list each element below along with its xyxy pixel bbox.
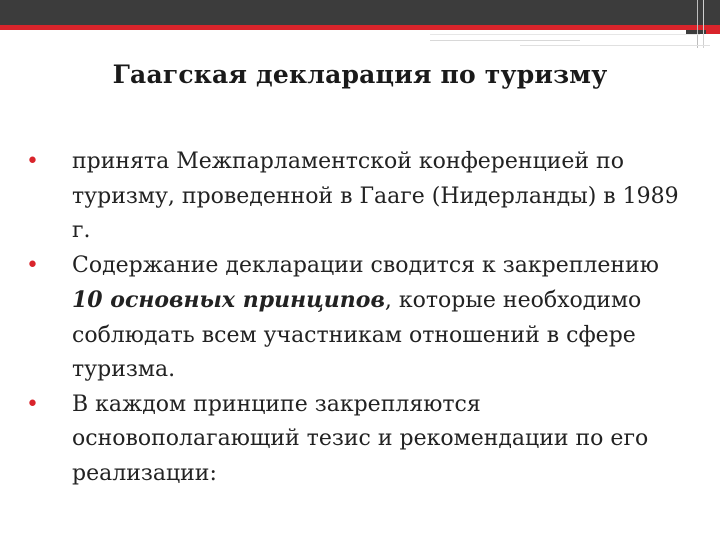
- decorative-line: [430, 34, 700, 35]
- bullet-icon: •: [26, 252, 39, 278]
- bullet-item: [26, 249, 686, 388]
- bullet-item: [26, 388, 686, 492]
- decorative-line: [703, 0, 704, 48]
- accent-line-corner: [706, 25, 720, 34]
- slide-title: Гаагская декларация по туризму: [112, 60, 608, 89]
- bullet-icon: •: [26, 149, 39, 174]
- decorative-line: [430, 40, 580, 41]
- bullet-item: [26, 145, 686, 249]
- slide-body: [26, 145, 686, 491]
- bullet-text: Содержание декларации сводится к закреплению: [72, 252, 659, 278]
- bullet-text: , которые необходимо соблюдать всем участникам отношений в сфере туризма.: [72, 288, 642, 382]
- decorative-line: [520, 45, 710, 46]
- bullet-text: принята Межпарламентской конференцией по туризму, проведенной в Гааге (Нидерланды) в 1989 г.: [72, 149, 679, 243]
- bullet-icon: •: [26, 391, 39, 417]
- bullet-emphasis: 10 основных принципов: [72, 287, 385, 313]
- decorative-line: [697, 0, 698, 48]
- top-bar: [0, 0, 720, 25]
- bullet-text: В каждом принципе закрепляются основополагающий тезис и рекомендации по его реализации:: [72, 391, 649, 486]
- accent-line: [0, 25, 720, 30]
